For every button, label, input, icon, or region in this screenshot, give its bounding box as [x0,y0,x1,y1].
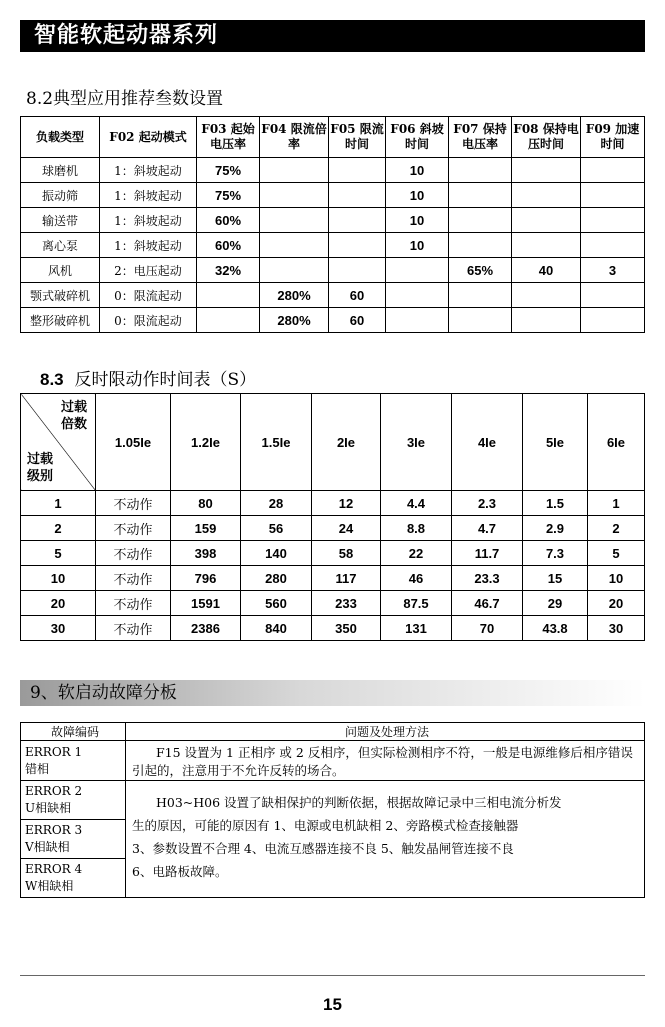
table-cell: 280% [260,308,329,333]
column-header: 6Ie [588,394,645,491]
table-row [21,616,645,641]
table-cell [512,208,581,233]
section-8-3-title [40,365,256,390]
table-cell: 140 [241,541,312,566]
column-header: 5Ie [523,394,588,491]
table-cell: 5 [588,541,645,566]
table-cell: 0：限流起动 [100,283,197,308]
table-cell: 4.4 [381,491,452,516]
table-cell [581,208,645,233]
table-cell [386,283,449,308]
table-cell [581,233,645,258]
column-header: 4Ie [452,394,523,491]
table-cell: 7.3 [523,541,588,566]
error-code-cell: ERROR 3 V相缺相 [21,820,126,859]
error-code-cell: ERROR 4 W相缺相 [21,859,126,898]
table-header-row [21,394,645,491]
table-cell: 振动筛 [21,183,100,208]
table-cell: 46 [381,566,452,591]
column-header: 3Ie [381,394,452,491]
table-cell [449,308,512,333]
table-cell: 不动作 [96,566,171,591]
table-cell: 10 [386,208,449,233]
table-cell [581,158,645,183]
table-cell: 输送带 [21,208,100,233]
column-header: 2Ie [312,394,381,491]
table-cell: 40 [512,258,581,283]
table-cell: 2.3 [452,491,523,516]
fault-table [20,722,645,898]
table-cell [260,158,329,183]
table-cell [512,283,581,308]
table-cell: 840 [241,616,312,641]
table-header-row [21,117,645,158]
table-cell: 10 [386,158,449,183]
table-cell: 20 [21,591,96,616]
table-cell: 65% [449,258,512,283]
table-cell: 风机 [21,258,100,283]
table-cell: 560 [241,591,312,616]
table-cell: 80 [171,491,241,516]
table-cell: 离心泵 [21,233,100,258]
table-row [21,781,645,820]
table-cell [329,158,386,183]
table-cell: 1.5 [523,491,588,516]
table-cell [260,208,329,233]
table-row [21,491,645,516]
table-cell [260,233,329,258]
table-cell [581,308,645,333]
table-cell: 5 [21,541,96,566]
table-cell: 280 [241,566,312,591]
table-cell [449,233,512,258]
inverse-time-table [20,393,645,641]
header-cell: F09 加速时间 [581,117,645,158]
table-cell [512,183,581,208]
column-header: 1.2Ie [171,394,241,491]
table-cell: 1 [21,491,96,516]
table-row [21,258,645,283]
table-cell: 11.7 [452,541,523,566]
table-cell: 不动作 [96,491,171,516]
header-cell: F08 保持电压时间 [512,117,581,158]
column-header: 1.05Ie [96,394,171,491]
table-cell [329,183,386,208]
table-cell: 4.7 [452,516,523,541]
table-row [21,158,645,183]
header-cell: 问题及处理方法 [126,723,645,741]
table-cell [581,183,645,208]
table-cell: 2 [588,516,645,541]
table-cell: 2386 [171,616,241,641]
table-cell: 1：斜坡起动 [100,233,197,258]
table-cell: 1：斜坡起动 [100,158,197,183]
footer-divider [20,975,645,976]
section-title-text: 反时限动作时间表（S） [74,370,257,390]
header-cell: F04 限流倍率 [260,117,329,158]
table-cell [329,208,386,233]
table-cell [260,183,329,208]
table-cell: 30 [21,616,96,641]
table-cell: 2：电压起动 [100,258,197,283]
table-cell: 75% [197,158,260,183]
header-cell: F06 斜坡时间 [386,117,449,158]
table-cell [581,283,645,308]
table-cell: 43.8 [523,616,588,641]
table-row [21,208,645,233]
table-cell: 131 [381,616,452,641]
table-row [21,308,645,333]
table-cell: 不动作 [96,616,171,641]
table-cell: 117 [312,566,381,591]
table-row [21,541,645,566]
header-cell: F03 起始电压率 [197,117,260,158]
table-cell: 1：斜坡起动 [100,183,197,208]
table-cell: 24 [312,516,381,541]
error-code-cell: ERROR 1 错相 [21,741,126,781]
table-cell: 398 [171,541,241,566]
table-cell [329,258,386,283]
table-cell: 159 [171,516,241,541]
series-title-banner: 智能软起动器系列 [20,20,645,52]
table-cell: 20 [588,591,645,616]
table-cell: 70 [452,616,523,641]
corner-top-label: 过载 倍数 [60,399,87,431]
table-cell: 1 [588,491,645,516]
table-cell: 60 [329,308,386,333]
description-cell: F15 设置为 1 正相序 或 2 反相序，但实际检测相序不符，一般是电源维修后相序错误引起的，注意用于不允许反转的场合。 [126,741,645,781]
table-cell: 15 [523,566,588,591]
table-cell: 32% [197,258,260,283]
table-cell: 58 [312,541,381,566]
column-header: 1.5Ie [241,394,312,491]
table-cell: 233 [312,591,381,616]
table-cell [197,283,260,308]
table-cell: 30 [588,616,645,641]
table-row [21,516,645,541]
header-cell: F07 保持电压率 [449,117,512,158]
table-row [21,183,645,208]
section-9-title-bar: 9、软启动故障分板 [20,680,645,706]
table-cell: 28 [241,491,312,516]
diagonal-corner-cell [21,394,96,491]
table-row [21,233,645,258]
table-cell: 280% [260,283,329,308]
section-8-2-title: 8.2典型应用推荐叁数设置 [26,89,224,109]
table-cell [386,308,449,333]
table-cell: 不动作 [96,516,171,541]
header-cell: 故障编码 [21,723,126,741]
table-cell: 87.5 [381,591,452,616]
table-row [21,283,645,308]
table-cell [449,158,512,183]
table-row [21,741,645,781]
header-cell: F05 限流时间 [329,117,386,158]
table-cell: 796 [171,566,241,591]
table-cell: 22 [381,541,452,566]
table-cell: 10 [588,566,645,591]
table-cell: 3 [581,258,645,283]
table-row [21,591,645,616]
table-cell: 不动作 [96,541,171,566]
error-code-cell: ERROR 2 U相缺相 [21,781,126,820]
table-cell: 23.3 [452,566,523,591]
table-row [21,566,645,591]
corner-bottom-label: 过载 级别 [27,451,54,483]
page-number: 15 [323,995,342,1014]
header-cell: F02 起动模式 [100,117,197,158]
table-cell [512,233,581,258]
table-cell: 60% [197,208,260,233]
table-cell: 1：斜坡起动 [100,208,197,233]
table-cell: 8.8 [381,516,452,541]
table-cell [386,258,449,283]
table-cell: 0：限流起动 [100,308,197,333]
table-header-row [21,723,645,741]
table-cell: 不动作 [96,591,171,616]
table-cell: 10 [21,566,96,591]
table-cell: 75% [197,183,260,208]
header-cell: 负载类型 [21,117,100,158]
table-cell: 10 [386,183,449,208]
table-cell [260,258,329,283]
table-cell [449,283,512,308]
table-cell: 29 [523,591,588,616]
table-cell: 60% [197,233,260,258]
table-cell: 60 [329,283,386,308]
section-number: 8.3 [40,370,64,389]
table-cell: 56 [241,516,312,541]
table-cell [329,233,386,258]
recommended-settings-table [20,116,645,333]
description-cell: H03~H06 设置了缺相保护的判断依据，根据故障记录中三相电流分析发 生的原因，可能的原因有 1、电源或电机缺相 2、旁路模式检查接触器 3、参数设置不合理 4、电流互感器连接不良 5、触发晶闸管连接不良 6、电路板故障。 [126,781,645,898]
table-cell: 350 [312,616,381,641]
table-cell [512,158,581,183]
table-cell: 46.7 [452,591,523,616]
table-cell [449,183,512,208]
table-cell: 12 [312,491,381,516]
table-cell: 1591 [171,591,241,616]
table-cell: 2 [21,516,96,541]
table-cell: 10 [386,233,449,258]
table-cell [197,308,260,333]
table-cell: 整形破碎机 [21,308,100,333]
table-cell: 2.9 [523,516,588,541]
table-cell: 颚式破碎机 [21,283,100,308]
table-cell [449,208,512,233]
table-cell: 球磨机 [21,158,100,183]
table-cell [512,308,581,333]
